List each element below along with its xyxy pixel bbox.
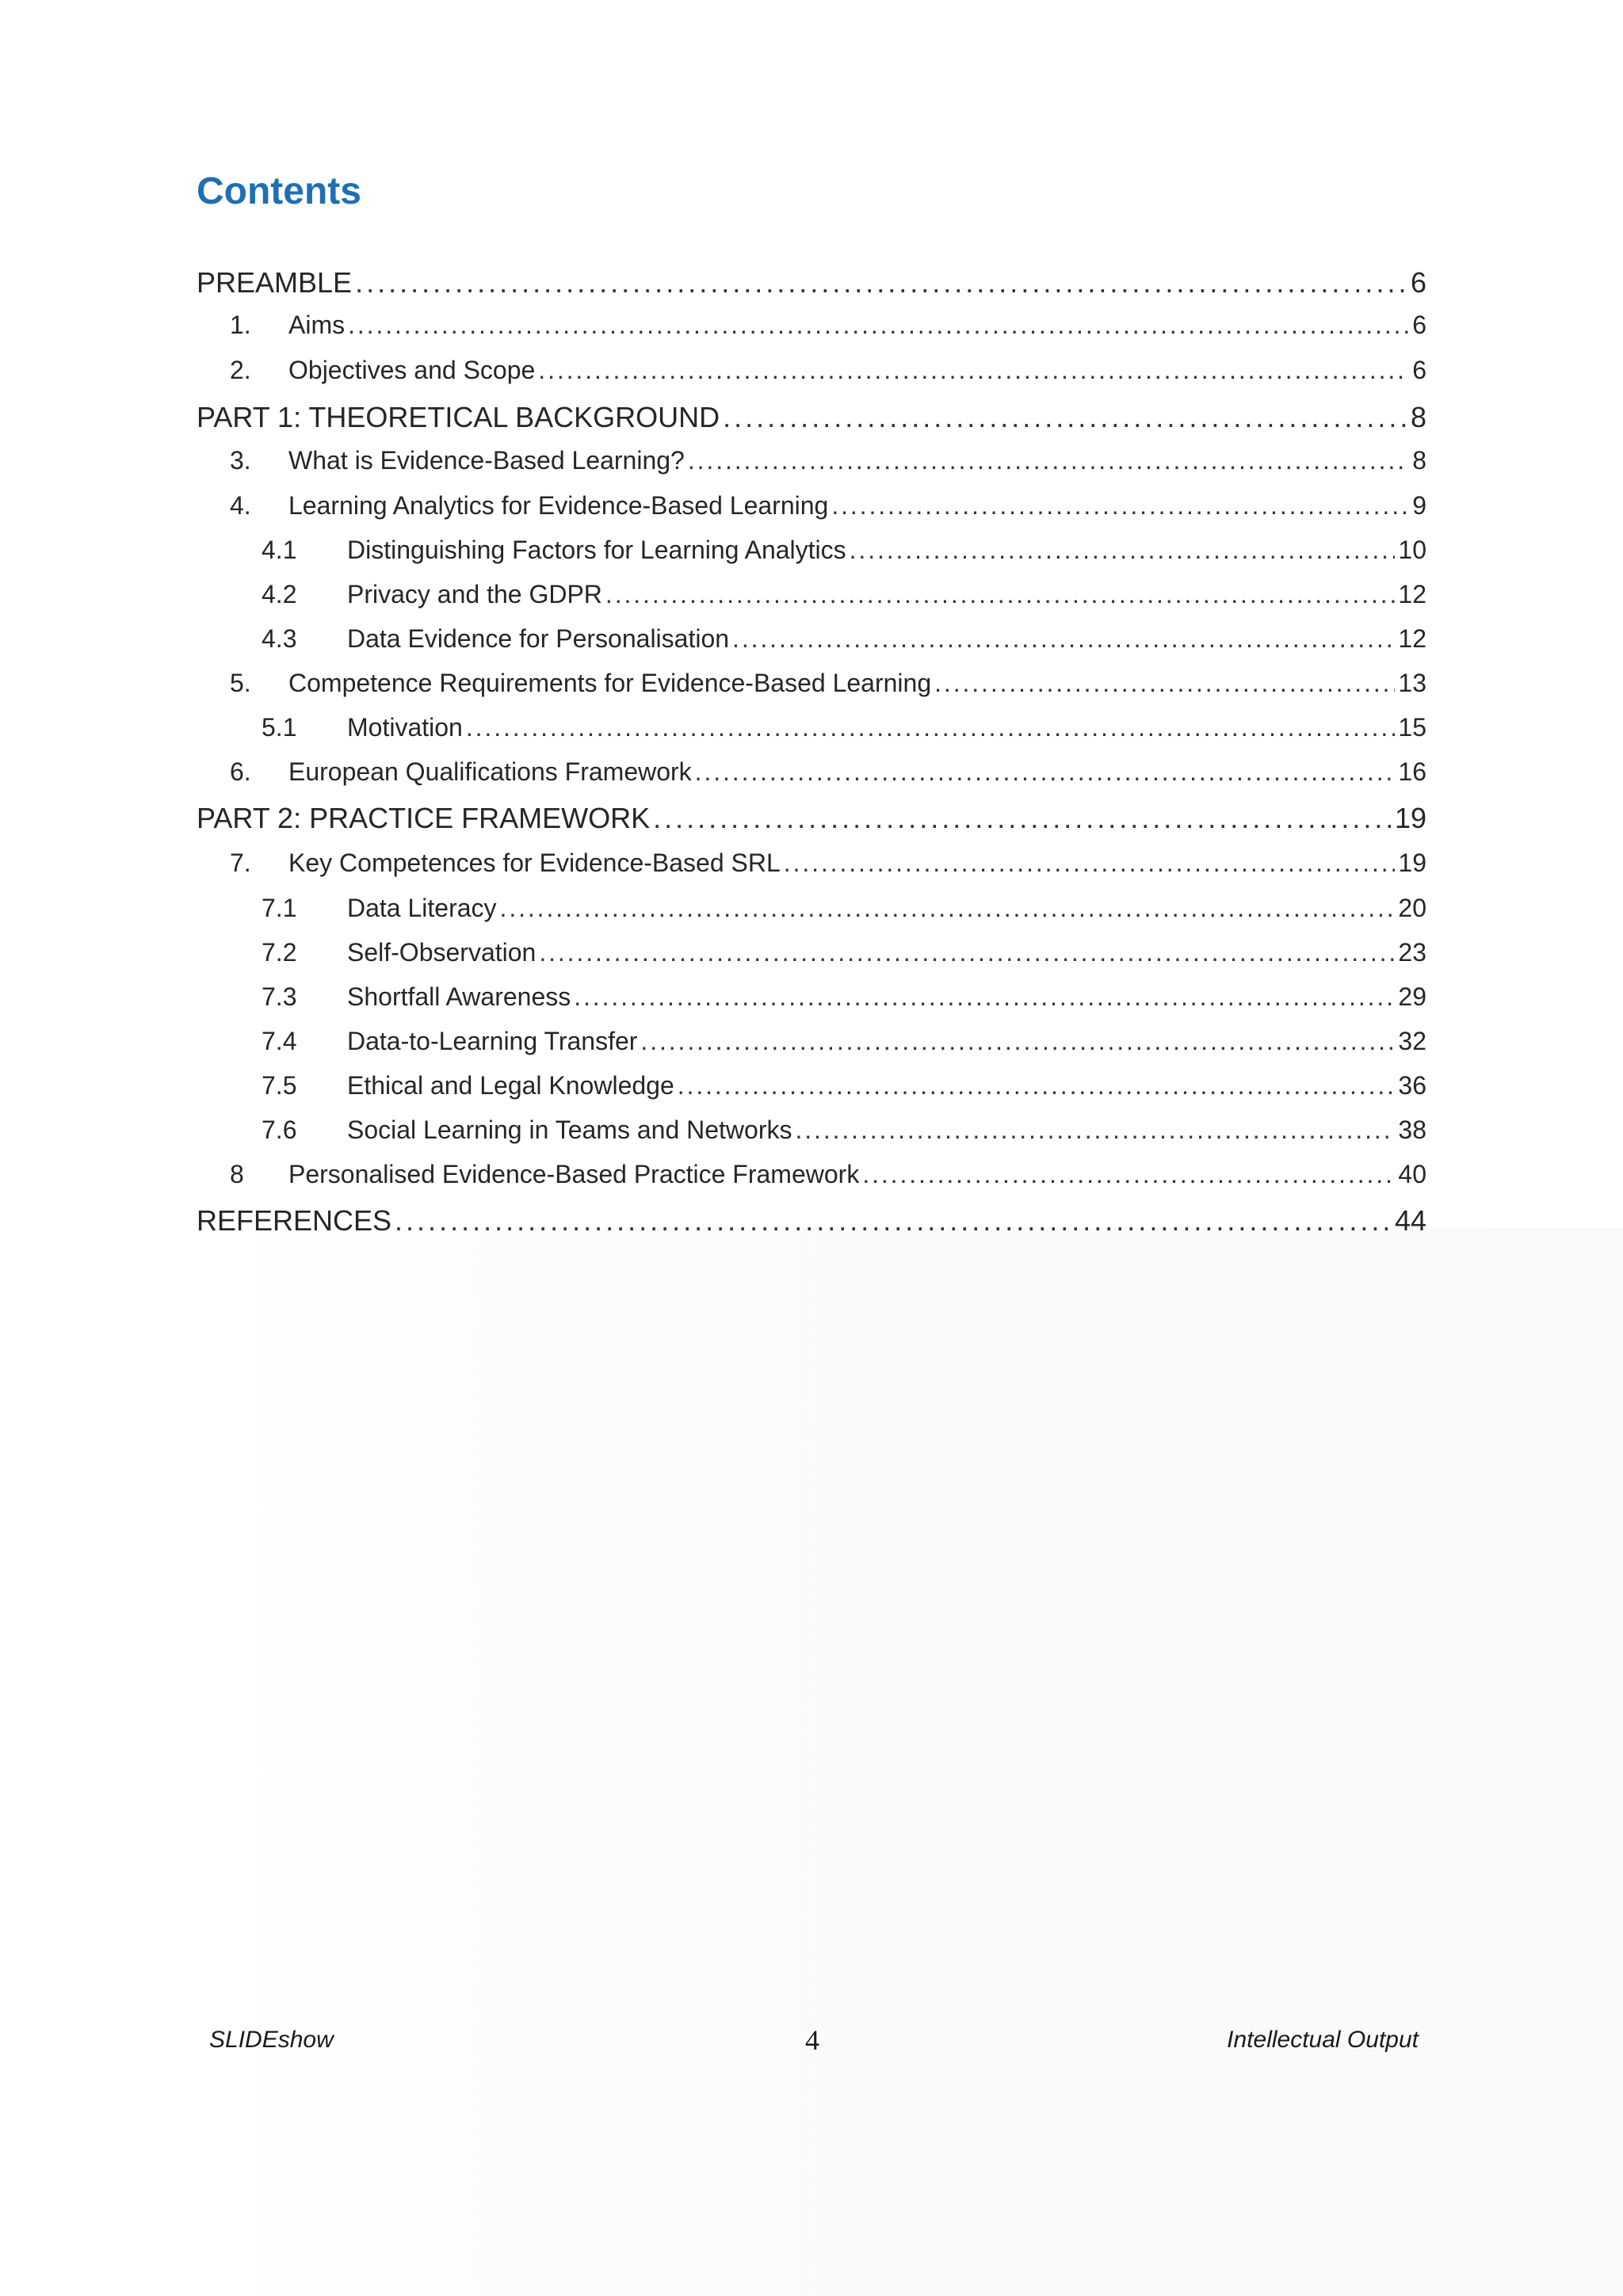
toc-dot-leader — [539, 938, 1395, 967]
toc-entry-number: 8 — [230, 1160, 244, 1188]
toc-entry-number: 4.2 — [262, 580, 297, 608]
toc-entry[interactable] — [197, 1204, 1426, 1245]
toc-entry[interactable] — [197, 982, 1426, 1024]
toc-entry-page-number: 6 — [1410, 266, 1426, 299]
toc-entry-page-number: 10 — [1398, 536, 1426, 564]
toc-entry-number: 4.3 — [262, 624, 297, 653]
toc-entry[interactable] — [197, 757, 1426, 799]
toc-entry-number: 1. — [230, 311, 251, 339]
toc-entry-label: Data Literacy — [347, 894, 497, 922]
toc-dot-leader — [355, 266, 1407, 299]
toc-entry-number: 7.4 — [262, 1027, 297, 1055]
toc-entry-page-number: 32 — [1398, 1027, 1426, 1055]
toc-entry[interactable] — [197, 669, 1426, 710]
toc-entry-label: Aims — [288, 311, 346, 339]
toc-entry-number: 7.1 — [262, 894, 297, 922]
toc-entry-number: 6. — [230, 757, 251, 786]
toc-entry-label: Motivation — [347, 713, 463, 742]
toc-entry-page-number: 6 — [1412, 356, 1426, 384]
toc-entry-label: Self-Observation — [347, 938, 537, 967]
footer-page-number: 4 — [805, 2024, 819, 2056]
toc-entry-number: 5.1 — [262, 713, 297, 742]
toc-entry-label: Objectives and Scope — [288, 356, 536, 384]
toc-dot-leader — [640, 1027, 1395, 1056]
toc-dot-leader — [732, 624, 1395, 654]
toc-dot-leader — [395, 1204, 1392, 1238]
toc-entry-number: 2. — [230, 356, 251, 384]
toc-dot-leader — [538, 356, 1409, 385]
page-footer — [0, 2024, 1623, 2066]
toc-entry-page-number: 16 — [1398, 757, 1426, 786]
toc-entry[interactable] — [197, 491, 1426, 532]
toc-entry-page-number: 9 — [1412, 491, 1426, 520]
toc-entry-label: PREAMBLE — [197, 266, 353, 299]
toc-entry[interactable] — [197, 580, 1426, 621]
page-background-shade — [214, 1228, 1623, 2296]
toc-entry[interactable] — [197, 624, 1426, 666]
toc-entry[interactable] — [197, 401, 1426, 442]
footer-project-name: SLIDEshow — [209, 2027, 334, 2053]
toc-entry-label: Ethical and Legal Knowledge — [347, 1071, 674, 1100]
toc-entry-page-number: 13 — [1398, 669, 1426, 697]
toc-entry-number: 5. — [230, 669, 251, 697]
toc-entry[interactable] — [197, 1071, 1426, 1112]
toc-dot-leader — [723, 401, 1407, 434]
toc-entry[interactable] — [197, 894, 1426, 935]
toc-entry-label: Learning Analytics for Evidence-Based Learning — [288, 491, 829, 520]
toc-entry-page-number: 23 — [1398, 938, 1426, 967]
toc-entry-label: Data Evidence for Personalisation — [347, 624, 730, 653]
toc-entry[interactable] — [197, 536, 1426, 577]
toc-entry-page-number: 12 — [1398, 624, 1426, 653]
toc-entry[interactable] — [197, 938, 1426, 979]
toc-dot-leader — [795, 1116, 1395, 1145]
toc-dot-leader — [695, 757, 1396, 787]
toc-entry-page-number: 19 — [1394, 802, 1426, 834]
toc-dot-leader — [678, 1071, 1396, 1100]
toc-dot-leader — [688, 446, 1409, 475]
toc-entry[interactable] — [197, 446, 1426, 487]
toc-entry-label: PART 1: THEORETICAL BACKGROUND — [197, 401, 720, 433]
toc-entry-label: Shortfall Awareness — [347, 982, 571, 1011]
toc-dot-leader — [605, 580, 1396, 609]
toc-entry-label: PART 2: PRACTICE FRAMEWORK — [197, 802, 651, 834]
toc-entry-number: 7.5 — [262, 1071, 297, 1100]
toc-entry-number: 7.3 — [262, 982, 297, 1011]
toc-entry-page-number: 29 — [1398, 982, 1426, 1011]
toc-entry-page-number: 12 — [1398, 580, 1426, 608]
page-title: Contents — [197, 170, 361, 212]
toc-entry-label: Privacy and the GDPR — [347, 580, 602, 608]
toc-entry-number: 3. — [230, 446, 251, 475]
toc-dot-leader — [653, 802, 1392, 835]
toc-dot-leader — [862, 1160, 1395, 1189]
toc-entry-page-number: 15 — [1398, 713, 1426, 742]
toc-entry-number: 7.2 — [262, 938, 297, 967]
toc-entry-label: Competence Requirements for Evidence-Based Learning — [288, 669, 932, 697]
toc-entry-page-number: 36 — [1398, 1071, 1426, 1100]
toc-entry[interactable] — [197, 266, 1426, 307]
toc-dot-leader — [500, 894, 1396, 923]
toc-entry-page-number: 20 — [1398, 894, 1426, 922]
toc-entry-page-number: 38 — [1398, 1116, 1426, 1144]
toc-entry-page-number: 8 — [1412, 446, 1426, 475]
toc-entry-label: Data-to-Learning Transfer — [347, 1027, 638, 1055]
toc-dot-leader — [348, 311, 1409, 340]
toc-entry[interactable] — [197, 802, 1426, 843]
toc-entry-label: REFERENCES — [197, 1204, 392, 1237]
toc-entry-number: 4. — [230, 491, 251, 520]
toc-entry-number: 7. — [230, 849, 251, 877]
toc-dot-leader — [574, 982, 1395, 1012]
toc-entry[interactable] — [197, 849, 1426, 890]
toc-entry-page-number: 44 — [1394, 1204, 1426, 1237]
toc-entry[interactable] — [197, 1160, 1426, 1201]
toc-dot-leader — [831, 491, 1409, 521]
toc-entry[interactable] — [197, 1116, 1426, 1157]
toc-dot-leader — [934, 669, 1395, 698]
toc-entry[interactable] — [197, 356, 1426, 397]
toc-dot-leader — [466, 713, 1396, 742]
toc-entry-page-number: 8 — [1410, 401, 1426, 433]
toc-entry-page-number: 40 — [1398, 1160, 1426, 1188]
toc-entry-label: European Qualifications Framework — [288, 757, 692, 786]
toc-entry-number: 4.1 — [262, 536, 297, 564]
footer-document-type: Intellectual Output — [1227, 2027, 1419, 2053]
toc-entry-label: Personalised Evidence-Based Practice Framework — [288, 1160, 860, 1188]
toc-entry-page-number: 19 — [1398, 849, 1426, 877]
toc-dot-leader — [784, 849, 1396, 878]
toc-entry[interactable] — [197, 311, 1426, 352]
toc-dot-leader — [850, 536, 1396, 565]
toc-entry-number: 7.6 — [262, 1116, 297, 1144]
toc-entry-label: Key Competences for Evidence-Based SRL — [288, 849, 781, 877]
toc-entry[interactable] — [197, 1027, 1426, 1068]
toc-entry[interactable] — [197, 713, 1426, 754]
toc-entry-page-number: 6 — [1412, 311, 1426, 339]
toc-entry-label: What is Evidence-Based Learning? — [288, 446, 685, 475]
toc-entry-label: Distinguishing Factors for Learning Analytics — [347, 536, 846, 564]
toc-entry-label: Social Learning in Teams and Networks — [347, 1116, 792, 1144]
